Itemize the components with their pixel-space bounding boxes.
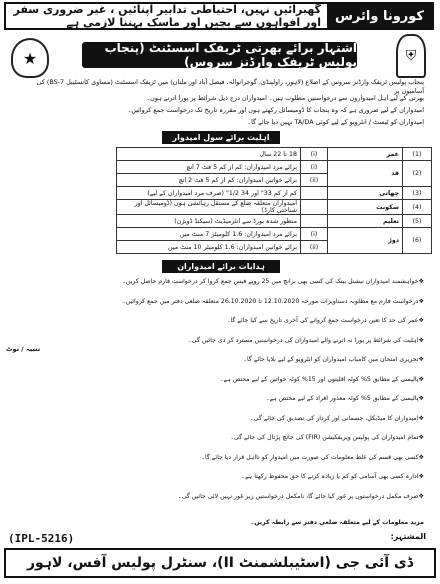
closing-note: مزید معلومات کے لیے متعلقہ ضلعی دفتر سے رابطہ کریں۔ <box>250 519 424 526</box>
criterion-value: برائے مرد امیدواران: 1.6 کلومیٹر 7 منٹ میں <box>117 228 301 241</box>
criterion-head: سکونت <box>328 200 403 215</box>
instruction-item: ❖ کسی بھی قسم کی غلط معلومات کی صورت میں امیدوار کو نااہل قرار دیا جائے گا۔ <box>14 454 424 462</box>
criterion-head: تعلیم <box>328 215 403 228</box>
intro-line-3: امیدواران کے لیے ضروری ہے کہ وہ پنجاب کا ڈومیسائل رکھتے ہوں اور مقررہ تاریخ تک درخواست جمع کروائیں۔ <box>127 106 424 114</box>
instruction-item: ❖ تحریری امتحان میں کامیاب امیدواران کو انٹرویو کے لیے بلایا جائے گا۔ <box>14 356 424 364</box>
sub-number <box>301 200 328 215</box>
traffic-wardens-logo-icon: ⛨ <box>396 34 426 78</box>
row-number: (1) <box>403 148 432 161</box>
criterion-value: منظور شدہ بورڈ سے انٹرمیڈیٹ (سیکنڈ ڈویژن) <box>117 215 301 228</box>
sub-number: (i) <box>301 228 328 241</box>
criterion-head: چھاتی <box>328 187 403 200</box>
sub-number: (ii) <box>301 174 328 187</box>
sub-number: (ii) <box>301 241 328 254</box>
criterion-value: امیدواران متعلقہ ضلع کے مستقل رہائشی ہوں (ڈومیسائل اور شناختی کارڈ) <box>117 200 301 215</box>
table-row <box>117 148 432 161</box>
intro-line-1: پنجاب پولیس ٹریفک وارڈنز سروس کے اضلاع (لاہور، راولپنڈی، گوجرانوالہ، فیصل آباد اور ملتان) میں ٹریفک اسسٹنٹ (مساوی کانسٹیبل BS-7) کی آسامیوں پر <box>36 78 424 95</box>
criterion-value: کم از کم 33" اور 34 1/2" (صرف مرد امیدواران کے لیے) <box>117 187 301 200</box>
row-number: (3) <box>403 187 432 200</box>
table-row <box>117 215 432 228</box>
instruction-item: ❖ خواہشمند امیدواران نیشنل بینک کی کسی بھی برانچ میں 25 روپے فیس جمع کروا کر درخواست فارم حاصل کریں۔ <box>14 278 424 286</box>
criterion-value: برائے خواتین امیدواران: کم از کم 5 فٹ 2 انچ <box>117 174 301 187</box>
instruction-item: ❖ ادارہ کسی بھی آسامی کو کم یا زیادہ کرنے کا حق محفوظ رکھتا ہے۔ <box>14 473 424 481</box>
intro-line-4: امیدواران کو ٹیسٹ / انٹرویو کے لیے کوئی TA/DA نہیں دیا جائے گا۔ <box>247 118 424 126</box>
advertiser-label: المشتہر: <box>390 532 426 541</box>
table-row <box>117 187 432 200</box>
ipl-code: (IPL-5216) <box>8 532 75 545</box>
instruction-item: ❖ اہلیت کی شرائط پر پورا نہ اترنے والے امیدواران کی درخواستیں مسترد کر دی جائیں گی۔ <box>14 337 424 345</box>
sub-number: (i) <box>301 148 328 161</box>
corona-label: کورونا وائرس <box>327 4 432 28</box>
criterion-head: قد <box>328 161 403 187</box>
eligibility-heading: اہلیت برائے سول امیدوار <box>162 131 280 144</box>
instruction-item: ❖ صرف مکمل درخواستوں پر غور کیا جائے گا، نامکمل درخواستیں زیر غور نہیں لائی جائیں گی۔ <box>14 493 424 501</box>
criterion-value: برائے خواتین امیدواران: 1.6 کلومیٹر 10 منٹ میں <box>117 241 301 254</box>
table-row <box>117 161 432 174</box>
criterion-value: برائے مرد امیدواران: کم از کم 5 فٹ 7 انچ <box>117 161 301 174</box>
ad-title: اشتہار برائے بھرتی ٹریفک اسسٹنٹ (پنجاب پولیس ٹریفک وارڈنز سروس) <box>82 42 357 68</box>
instruction-item: ❖ پالیسی کے مطابق 5% کوٹہ معذور افراد کے لیے مختص ہے۔ <box>14 395 424 403</box>
row-number: (2) <box>403 161 432 187</box>
criterion-head: عمر <box>328 148 403 161</box>
eligibility-table <box>116 147 432 254</box>
footer-authority: ڈی آئی جی (اسٹیبلشمنٹ II)، سنٹرل پولیس آفس، لاہور <box>4 548 436 578</box>
criterion-value: 18 تا 22 سال <box>117 148 301 161</box>
criterion-head: دوڑ <box>328 228 403 254</box>
notes-label: تنبیہ / نوٹ <box>6 345 41 353</box>
instructions-heading: ہدایات برائے امیدواران <box>162 260 280 273</box>
corona-banner <box>4 2 434 30</box>
instruction-item: ❖ امیدواران کا میڈیکل، جسمانی اور کردار کی تصدیق کی جائے گی۔ <box>14 415 424 423</box>
sub-number <box>301 215 328 228</box>
sub-number <box>301 187 328 200</box>
table-row <box>117 228 432 241</box>
sub-number: (i) <box>301 161 328 174</box>
punjab-police-emblem-icon: ★ <box>11 38 49 78</box>
corona-slogan: گھبرائیں نہیں، احتیاطی تدابیر اپنائیں ، غیر ضروری سفر اور افواہوں سے بچیں اور ماسک پہننا لازمی ہے <box>13 3 321 29</box>
instruction-item: ❖ تمام امیدواران کی پولیس ویریفکیشن (FIR) کی جانچ پڑتال کی جائے گی۔ <box>14 434 424 442</box>
row-number: (4) <box>403 200 432 215</box>
row-number: (6) <box>403 228 432 254</box>
instruction-item: ❖ پالیسی کے مطابق 5% کوٹہ اقلیتوں اور 15% کوٹہ خواتین کے لیے مختص ہے۔ <box>14 376 424 384</box>
intro-line-2: بھرتی کے لیے اہل امیدواروں سے درخواستیں مطلوب ہیں۔ امیدواران درج ذیل شرائط پر پورا اترتے ہوں۔ <box>146 94 424 102</box>
row-number: (5) <box>403 215 432 228</box>
instruction-item: ❖ عمر کی حد کا تعین درخواست جمع کروانے کی آخری تاریخ سے کیا جائے گا۔ <box>14 317 424 325</box>
table-row <box>117 200 432 215</box>
instruction-item: ❖ درخواست فارم مع مطلوبہ دستاویزات مورخہ 12.10.2020 تا 26.10.2020 متعلقہ ضلعی دفتر میں جمع کروائیں۔ <box>14 298 424 306</box>
